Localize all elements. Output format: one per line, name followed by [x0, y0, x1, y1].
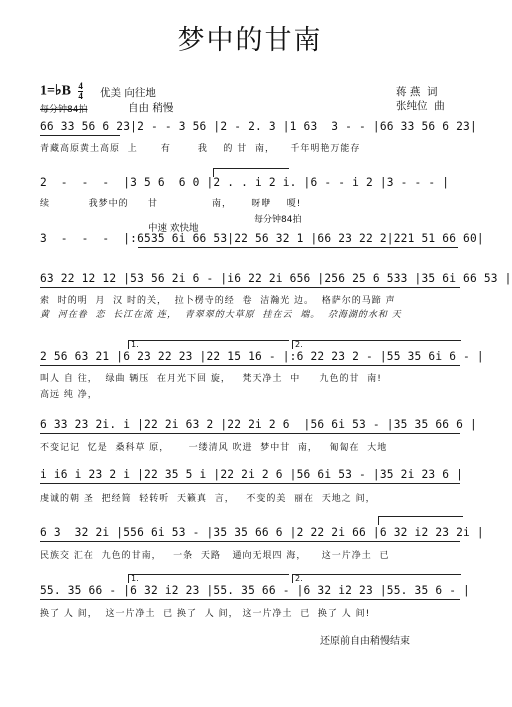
time-bottom: 4 — [78, 91, 83, 101]
second-ending-bracket — [292, 340, 461, 349]
system-8-lyrics: 民族交 汇在 九色的甘南， 一条 天路 通向无垠四 海， 这一片净土 已 — [40, 551, 390, 561]
tempo-free: 自由 稍慢 — [128, 102, 174, 114]
system-8-notes: 6 3 32 2i |556 6i 53 - |35 35 66 6 |2 22 2i 66 |6 32 i2 23 2i | — [40, 526, 484, 539]
time-top: 4 — [78, 81, 83, 91]
first-ending-bracket — [128, 574, 289, 583]
system-4-notes: 63 22 12 12 |53 56 2i 6 - |i6 22 2i 656 |256 25 6 533 |35 6i 66 53 | — [40, 272, 512, 285]
ending-instruction: 还原前自由稍慢结束 — [320, 636, 410, 647]
beam-line — [138, 247, 458, 248]
phrase-bracket — [213, 168, 289, 177]
beam-line — [40, 541, 460, 542]
expression-marking: 优美 向往地 — [100, 87, 156, 99]
system-2-notes: 2 - - - |3 5 6 6 0 |2 . . i 2 i. |6 - - i 2 |3 - - - | — [40, 176, 450, 189]
system-1-lyrics: 青藏高原黄土高原 上 有 我 的 甘 南， 千年明艳万能存 — [40, 144, 361, 154]
beam-line — [40, 135, 120, 136]
section-marking: 中速 欢快地 — [148, 223, 199, 234]
system-5-notes: 2 56 63 21 |6 23 22 23 |22 15 16 - |:6 22 23 2 - |55 35 6i 6 - | — [40, 350, 484, 363]
beam-line — [40, 287, 460, 288]
system-9-lyrics: 换了 人 间， 这一片净土 已 换了 人 间， 这一片净土 已 换了 人 间! — [40, 609, 371, 619]
second-ending-label: 2. — [295, 574, 303, 583]
composer-role: 曲 — [434, 100, 445, 112]
lyricist-role: 词 — [427, 86, 438, 98]
system-3-notes: 3 - - - |:6535 6i 66 53|22 56 32 1 |66 23 22 2|221 51 66 60| — [40, 232, 484, 245]
system-6-lyrics: 不变记记 忆是 桑科草 原， 一缕清风 吹进 梦中甘 南， 匍匐在 大地 — [40, 443, 388, 453]
lyricist-name: 蒋 燕 — [396, 86, 421, 98]
system-2-lyrics: 续 我梦中的 甘 南， 呀咿 嗄! — [40, 199, 302, 209]
song-title: 梦中的甘南 — [177, 25, 323, 56]
system-1-notes: 66 33 56 6 23|2 - - 3 56 |2 - 2. 3 |1 63 3 - - |66 33 56 6 23| — [40, 120, 477, 133]
key-signature — [40, 82, 83, 101]
composer-name: 张纯位 — [396, 100, 428, 112]
section-tempo: 每分钟84拍 — [254, 215, 302, 225]
key-text: 1=♭B — [40, 83, 71, 99]
system-6-notes: 6 33 23 2i. i |22 2i 63 2 |22 2i 2 6 |56 6i 53 - |35 35 66 6 | — [40, 418, 477, 431]
second-ending-label: 2. — [295, 340, 303, 349]
phrase-bracket — [378, 516, 463, 525]
system-4-lyrics-2: 黄 河在眷 恋 长江在流 连， 青翠翠的大草原 挂在云 端。 尕海湖的水和 天 — [40, 310, 402, 320]
time-signature — [78, 82, 83, 101]
system-9-notes: 55. 35 66 - |6 32 i2 23 |55. 35 66 - |6 32 i2 23 |55. 35 6 - | — [40, 584, 470, 597]
beam-line — [40, 433, 460, 434]
lyricist-credit — [396, 84, 438, 99]
first-ending-label: 1. — [131, 340, 139, 349]
beam-line — [40, 599, 460, 600]
first-ending-bracket — [128, 340, 289, 349]
beam-line — [40, 483, 460, 484]
system-7-lyrics: 虔诚的朝 圣 把经简 轻转听 天籁真 言， 不变的美 丽在 天地之 间， — [40, 494, 376, 504]
first-ending-label: 1. — [131, 574, 139, 583]
tempo-marking-struck: 每分钟84拍 — [40, 105, 88, 115]
system-7-notes: i i6 i 23 2 i |22 35 5 i |22 2i 2 6 |56 6i 53 - |35 2i 23 6 | — [40, 468, 464, 481]
system-5-lyrics-1: 叫人 自 往， 绿曲 辆压 在月光下回 旋， 梵天净土 中 九色的甘 南! — [40, 374, 382, 384]
system-4-lyrics-1: 索 时的明 月 汉 时的关， 拉卜楞寺的经 卷 洁瀚光 边。 格萨尔的马蹄 声 — [40, 296, 396, 306]
beam-line — [40, 365, 460, 366]
second-ending-bracket — [292, 574, 461, 583]
composer-credit — [396, 98, 445, 113]
system-5-lyrics-2: 高远 纯 净， — [40, 390, 98, 400]
